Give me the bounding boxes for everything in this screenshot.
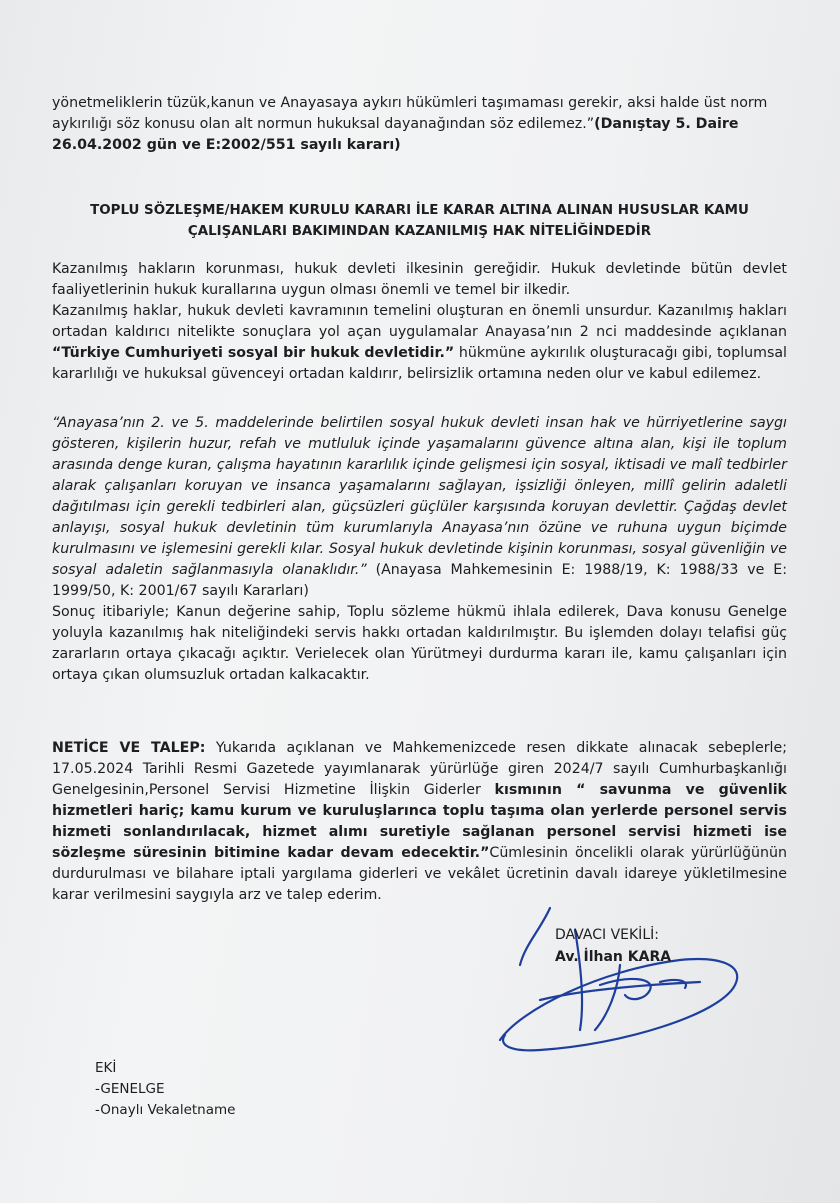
attachment-item: -Onaylı Vekaletname: [95, 1102, 236, 1118]
intro-line-1: yönetmeliklerin tüzük,kanun ve Anayasaya aykırı hükümleri taşımaması gerekir, aksi halde üst norm: [52, 95, 768, 111]
court-quote-section: [52, 413, 787, 686]
intro-citation: (Danıştay 5. Daire: [594, 116, 739, 132]
constitution-quote: “Türkiye Cumhuriyeti sosyal bir hukuk devletidir.”: [52, 345, 455, 361]
handwritten-signature: [480, 890, 780, 1060]
request-text-b: Cümlesinin öncelikli olarak yürürlüğünün durdurulması ve bilahare iptali yargılama giderleri ve vekâlet ücretinin davalı idareye yükletilmesine karar verilmesini saygıyla arz ve talep ederim.: [52, 845, 787, 903]
acquired-rights-paragraph-1: Kazanılmış hakların korunması, hukuk devleti ilkesinin gereğidir. Hukuk devletinde bütün devlet faaliyetlerinin hukuk kurallarına uygun olması önemli ve temel bir ilkedir.: [52, 261, 787, 298]
acquired-rights-paragraph-2: [52, 301, 787, 385]
court-quote-paragraph: [52, 413, 787, 602]
p2-text-a: Kazanılmış haklar, hukuk devleti kavramının temelini oluşturan en önemli unsurdur. Kazanılmış hakları ortadan kaldırıcı nitelikte sonuçlara yol açan uygulamalar Anayasa’nın 2 nci maddesinde açıklanan: [52, 303, 787, 340]
request-paragraph: [52, 738, 787, 906]
court-quote-citation: (Anayasa Mahkemesinin E: 1988/19, K: 1988/33 ve E: 1999/50, K: 2001/67 sayılı Kararları): [52, 562, 787, 599]
intro-citation-date: 26.04.2002 gün ve E:2002/551 sayılı kararı): [52, 137, 401, 153]
p2-text-b: hükmüne aykırılık oluşturacağı gibi, toplumsal kararlılığı ve hukuksal güvenceyi ortadan kaldırır, belirsizlik ortamına neden olur ve kabul edilemez.: [52, 345, 787, 382]
heading-line-2: ÇALIŞANLARI BAKIMINDAN KAZANILMIŞ HAK NİTELİĞİNDEDİR: [187, 224, 652, 239]
request-text-a: Yukarıda açıklanan ve Mahkemenizcede resen dikkate alınacak sebeplerle; 17.05.2024 Tarihli Resmi Gazetede yayımlanarak yürürlüğe giren 2024/7 sayılı Cumhurbaşkanlığı Genelgesinin,Personel Servisi Hizmetine İlişkin Giderler: [52, 740, 787, 798]
heading-line-1: TOPLU SÖZLEŞME/HAKEM KURULU KARARI İLE KARAR ALTINA ALINAN HUSUSLAR KAMU: [90, 203, 749, 218]
section-heading: [52, 200, 787, 242]
signature-name: Av. İlhan KARA: [555, 949, 672, 965]
attachments-list: [95, 1058, 235, 1121]
court-quote-italic: “Anayasa’nın 2. ve 5. maddelerinde belirtilen sosyal hukuk devleti insan hak ve hürriyetlerine saygı gösteren, kişilerin huzur, refah ve mutluluk içinde yaşamalarını güvence altına alan, kişi ile toplum arasında denge kuran, çalışma hayatının kararlılık içinde gelişmesi için sosyal, iktisadi ve malî tedbirler alarak çalışanları koruyan ve insanca yaşamalarını sağlayan, işsizliği önleyen, millî gelirin adaletli dağıtılması için gerekli tedbirleri alan, güçsüzleri güçlüler karşısında koruyan devlettir. Çağdaş devlet anlayışı, sosyal hukuk devletinin tüm kurumlarıyla Anayasa’nın özüne ve ruhuna uygun biçimde kurulmasını ve işlemesini gerekli kılar. Sosyal hukuk devletinde kişinin korunması, sosyal güvenliğin ve sosyal adaletin sağlanmasıyla olanaklıdır.”: [52, 415, 787, 578]
signature-block: [555, 924, 671, 968]
request-label: NETİCE VE TALEP:: [52, 740, 206, 756]
attachment-item: -GENELGE: [95, 1081, 165, 1097]
request-bold-clause: kısmının “ savunma ve güvenlik hizmetleri hariç; kamu kurum ve kuruluşlarınca toplu taşıma olan yerlerde personel servis hizmeti sonlandırılacak, hizmet alımı suretiyle sağlanan personel servisi hizmeti ise sözleşme süresinin bitimine kadar devam edecektir.”: [52, 782, 787, 861]
acquired-rights-section: [52, 259, 787, 385]
conclusion-paragraph: Sonuç itibariyle; Kanun değerine sahip, Toplu sözleme hükmü ihlala edilerek, Dava konusu Genelge yoluyla kazanılmış hak niteliğindeki servis hakkı ortadan kaldırılmıştır. Bu işlemden dolayı telafisi güç zararların ortaya çıkacağı açıktır. Verielecek olan Yürütmeyi durdurma kararı ile, kamu çalışanları için ortaya çıkan olumsuzluk ortadan kalkacaktır.: [52, 604, 787, 683]
intro-paragraph: [52, 93, 787, 156]
intro-line-2-text: aykırılığı söz konusu olan alt normun hukuksal dayanağından söz edilemez.”: [52, 116, 595, 132]
signature-title: DAVACI VEKİLİ:: [555, 927, 659, 943]
attachments-label: EKİ: [95, 1060, 117, 1076]
intro-line-2: [52, 114, 787, 135]
